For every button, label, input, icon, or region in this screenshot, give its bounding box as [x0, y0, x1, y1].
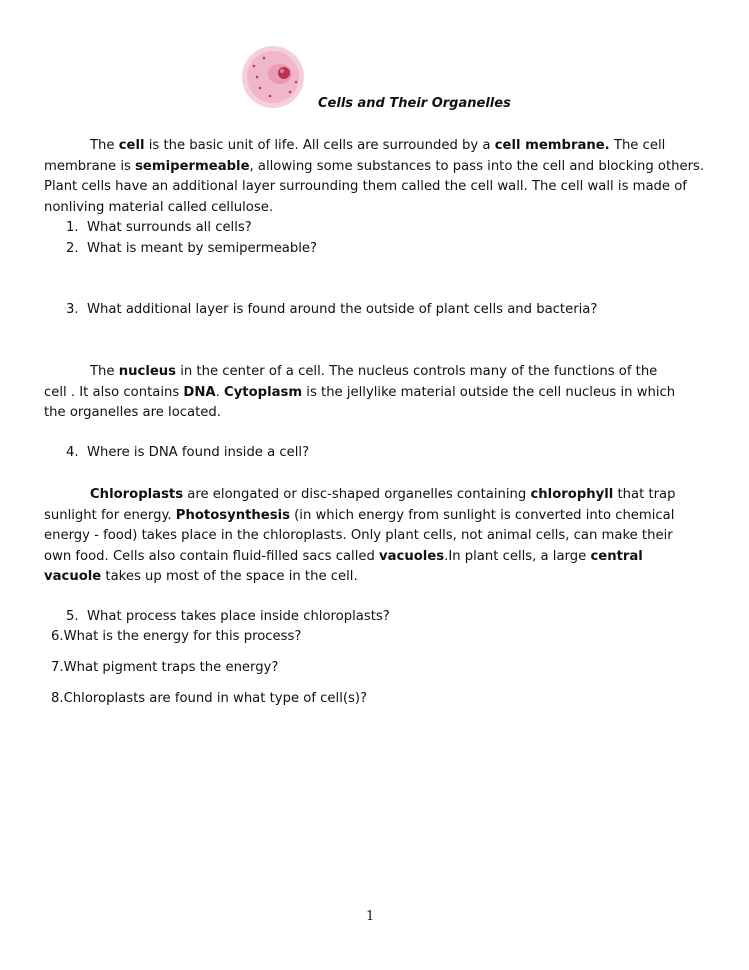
- page-number: 1: [366, 909, 375, 924]
- page-title: Cells and Their Organelles: [318, 96, 511, 111]
- question-8: 8.Chloroplasts are found in what type of cell(s)?: [51, 691, 368, 706]
- question-6: 6.What is the energy for this process?: [51, 629, 302, 644]
- chloroplast-paragraph: Chloroplasts are elongated or disc-shaped organelles containing chlorophyll that trap sunlight for energy. Photosynthesis (in which energy from sunlight is converted into chemical energy - food) takes place in the chloroplasts. Only plant cells, not animal cells, can make their own food. Cells also contain fluid-filled sacs called vacuoles.In plant cells, a large central vacuole takes up most of the space in the cell.: [44, 487, 676, 584]
- nucleus-paragraph: The nucleus in the center of a cell. The nucleus controls many of the functions of the cell . It also contains DNA. Cytoplasm is the jellylike material outside the cell nucleus in which the organelles are located.: [44, 364, 676, 420]
- question-1: 1. What surrounds all cells?: [66, 220, 252, 235]
- cell-illustration-icon: [240, 44, 306, 110]
- question-2: 2. What is meant by semipermeable?: [66, 241, 318, 256]
- question-3: 3. What additional layer is found around the outside of plant cells and bacteria?: [66, 302, 598, 317]
- question-4: 4. Where is DNA found inside a cell?: [66, 445, 310, 460]
- intro-paragraph: The cell is the basic unit of life. All cells are surrounded by a cell membrane. The cell membrane is semipermeable, allowing some substances to pass into the cell and blocking others. Plant cells have an additional layer surrounding them called the cell wall. The cell wall is made of nonliving material called cellulose.: [44, 138, 705, 215]
- question-7: 7.What pigment traps the energy?: [51, 660, 279, 675]
- question-5: 5. What process takes place inside chloroplasts?: [66, 609, 390, 624]
